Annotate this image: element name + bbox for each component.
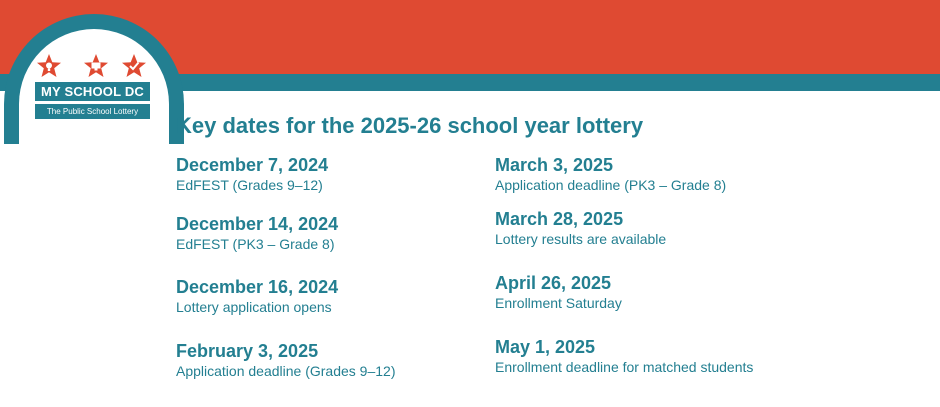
date-entry	[176, 276, 338, 317]
date-label: December 14, 2024	[176, 214, 339, 234]
lightbulb-star-icon	[37, 54, 61, 77]
date-label: December 16, 2024	[176, 277, 339, 297]
date-label: March 28, 2025	[495, 209, 624, 229]
date-entry	[495, 272, 622, 313]
logo-tagline: The Public School Lottery	[35, 104, 150, 119]
date-description: Enrollment Saturday	[495, 295, 622, 311]
logo-stars	[36, 52, 156, 84]
date-label: March 3, 2025	[495, 155, 614, 175]
date-entry	[176, 340, 395, 381]
date-label: April 26, 2025	[495, 273, 612, 293]
date-label: May 1, 2025	[495, 337, 596, 357]
computer-star-icon	[84, 54, 108, 77]
date-description: Lottery application opens	[176, 299, 332, 315]
date-description: EdFEST (Grades 9–12)	[176, 177, 323, 193]
logo-name: MY SCHOOL DC	[35, 82, 150, 101]
checkmark-star-icon	[122, 54, 146, 77]
date-description: EdFEST (PK3 – Grade 8)	[176, 236, 335, 252]
date-description: Lottery results are available	[495, 231, 667, 247]
date-description: Enrollment deadline for matched students	[495, 359, 754, 375]
date-description: Application deadline (Grades 9–12)	[176, 363, 396, 379]
date-label: February 3, 2025	[176, 341, 319, 361]
date-entry	[176, 154, 328, 195]
date-label: December 7, 2024	[176, 155, 329, 175]
date-entry	[176, 213, 338, 254]
date-entry	[495, 336, 753, 377]
date-description: Application deadline (PK3 – Grade 8)	[495, 177, 727, 193]
date-entry	[495, 208, 666, 249]
date-entry	[495, 154, 726, 195]
page-title: Key dates for the 2025-26 school year lottery	[176, 113, 644, 138]
